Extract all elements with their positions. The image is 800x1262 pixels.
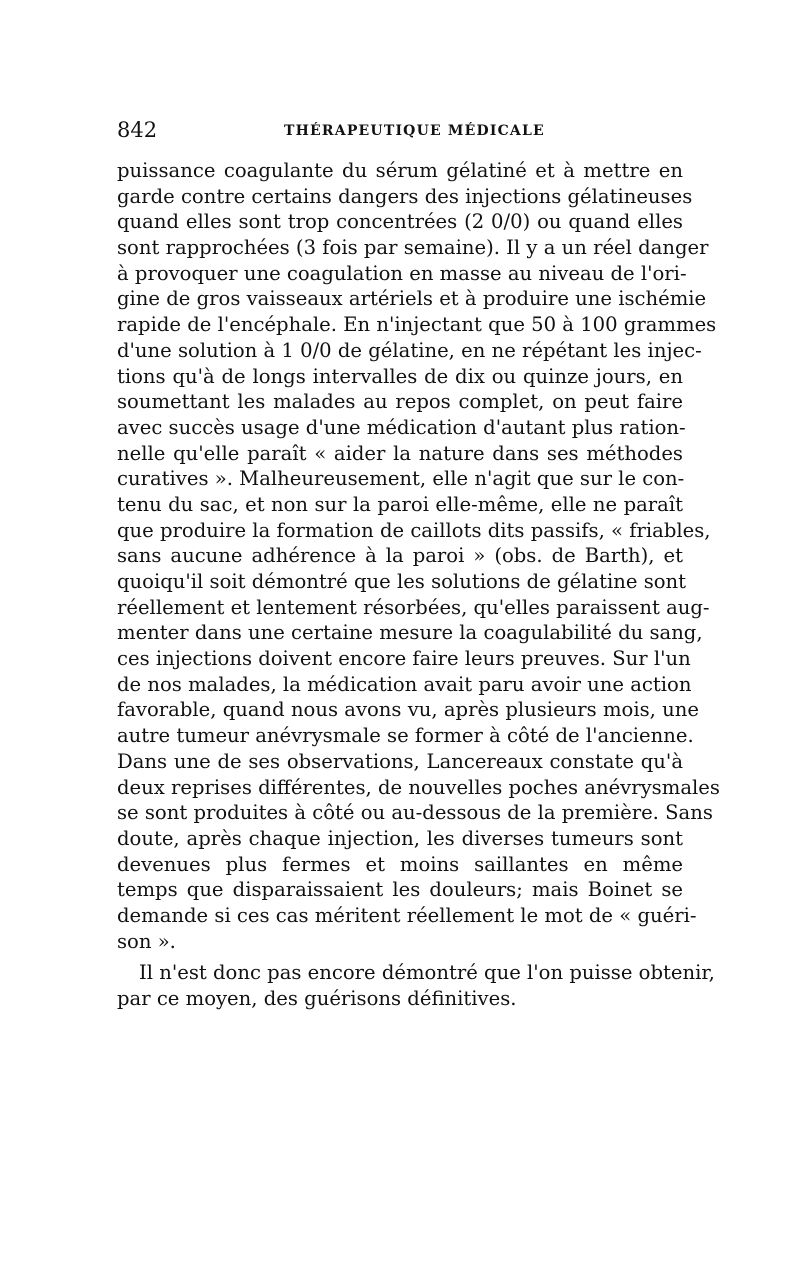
text-line: sans aucune adhérence à la paroi » (obs. de Barth), et: [117, 544, 683, 568]
text-line: rapide de l'encéphale. En n'injectant que 50 à 100 grammes: [117, 313, 717, 337]
text-line: tions qu'à de longs intervalles de dix ou quinze jours, en: [117, 364, 683, 388]
text-line: par ce moyen, des guérisons définitives.: [117, 987, 517, 1010]
text-line: demande si ces cas méritent réellement le mot de « guéri-: [117, 903, 697, 927]
paragraph-2: [117, 960, 715, 1011]
text-line: devenues plus fermes et moins saillantes en même: [117, 852, 683, 876]
text-line: temps que disparaissaient les douleurs; mais Boinet se: [117, 878, 683, 902]
text-line: quand elles sont trop concentrées (2 0/0) ou quand elles: [117, 210, 683, 234]
text-line: tenu du sac, et non sur la paroi elle-même, elle ne paraît: [117, 492, 683, 516]
text-line: autre tumeur anévrysmale se former à côté de l'ancienne.: [117, 724, 694, 748]
text-line: curatives ». Malheureusement, elle n'agit que sur le con-: [117, 467, 685, 491]
text-line: soumettant les malades au repos complet, on peut faire: [117, 390, 683, 414]
text-line: Il n'est donc pas encore démontré que l'on puisse obtenir,: [139, 961, 715, 985]
body-text: [117, 158, 720, 1012]
text-line: son ».: [117, 929, 176, 953]
page-number: 842: [117, 118, 158, 142]
text-line: quoiqu'il soit démontré que les solutions de gélatine sont: [117, 570, 687, 593]
running-title: THÉRAPEUTIQUE MÉDICALE: [284, 123, 545, 139]
text-line: de nos malades, la médication avait paru avoir une action: [117, 672, 692, 696]
text-line: puissance coagulante du sérum gélatiné et à mettre en: [117, 159, 683, 182]
text-line: gine de gros vaisseaux artériels et à produire une ischémie: [117, 287, 707, 311]
text-line: menter dans une certaine mesure la coagulabilité du sang,: [117, 621, 703, 645]
text-line: d'une solution à 1 0/0 de gélatine, en ne répétant les injec-: [117, 338, 702, 362]
page-header: [117, 116, 682, 144]
text-line: garde contre certains dangers des injections gélatineuses: [117, 184, 693, 208]
paragraph-1: [117, 158, 720, 954]
text-line: deux reprises différentes, de nouvelles poches anévrysmales: [117, 775, 720, 799]
text-line: sont rapprochées (3 fois par semaine). Il y a un réel danger: [117, 236, 709, 260]
text-line: Dans une de ses observations, Lancereaux constate qu'à: [117, 749, 683, 773]
text-line: avec succès usage d'une médication d'autant plus ration-: [117, 415, 686, 439]
text-line: doute, après chaque injection, les diverses tumeurs sont: [117, 826, 683, 850]
text-line: ces injections doivent encore faire leurs preuves. Sur l'un: [117, 647, 691, 671]
text-line: réellement et lentement résorbées, qu'elles paraissent aug-: [117, 595, 710, 619]
text-line: favorable, quand nous avons vu, après plusieurs mois, une: [117, 698, 699, 722]
text-line: nelle qu'elle paraît « aider la nature dans ses méthodes: [117, 441, 683, 465]
text-line: se sont produites à côté ou au-dessous de la première. Sans: [117, 801, 713, 825]
text-line: que produire la formation de caillots dits passifs, « friables,: [117, 518, 711, 542]
text-line: à provoquer une coagulation en masse au niveau de l'ori-: [117, 261, 687, 285]
